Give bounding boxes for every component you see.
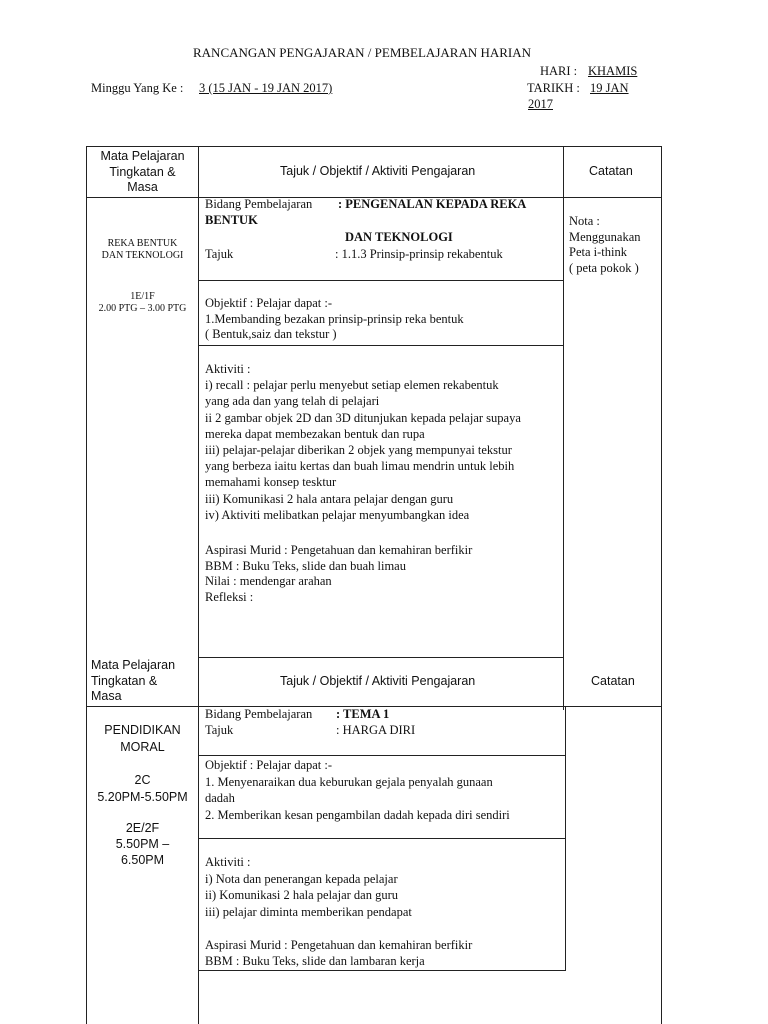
lesson1-bidang-value-3: DAN TEKNOLOGI: [345, 230, 453, 244]
lesson1-bidang-value-2: BENTUK: [205, 213, 258, 227]
tarikh-value: 19 JAN: [590, 81, 629, 95]
lesson2-aktiviti: Aktiviti : i) Nota dan penerangan kepada pelajar ii) Komunikasi 2 hala pelajar dan guru iii) pelajar diminta memberikan pendapat: [205, 855, 412, 919]
header2-col-subject: Mata Pelajaran Tingkatan & Masa: [91, 658, 176, 703]
lesson1-objektif: Objektif : Pelajar dapat :- 1.Membanding bezakan prinsip-prinsip reka bentuk ( Bentuk,saiz dan tekstur ): [205, 296, 464, 341]
lesson2-bidang-value: : TEMA 1: [336, 707, 390, 721]
lesson2-class-2c: 2C 5.20PM-5.50PM: [97, 773, 188, 804]
lesson1-class-time: 1E/1F 2.00 PTG – 3.00 PTG: [98, 291, 187, 314]
hari-value: KHAMIS: [588, 64, 638, 78]
minggu-label: Minggu Yang Ke :: [91, 81, 184, 95]
col-divider-2b: [563, 658, 564, 710]
lesson1-bidang-value: : PENGENALAN KEPADA REKA: [338, 197, 527, 211]
tarikh-label: TARIKH :: [527, 81, 580, 95]
col-divider-2: [563, 146, 564, 658]
lesson2-tajuk-value: : HARGA DIRI: [336, 723, 416, 737]
hari-label: HARI :: [540, 64, 578, 78]
header2-col-tajuk: Tajuk / Objektif / Aktiviti Pengajaran: [280, 674, 476, 688]
row-divider-aktiviti: [199, 657, 563, 658]
table-top-border: [86, 146, 662, 147]
lesson1-tajuk-label: Tajuk: [205, 247, 234, 261]
col-divider-2c: [565, 706, 566, 971]
table-border-left: [86, 146, 87, 1024]
header-col-subject: Mata Pelajaran Tingkatan & Masa: [100, 149, 185, 194]
row-divider-tajuk: [199, 280, 563, 281]
header-col-catatan: Catatan: [589, 164, 633, 178]
lesson2-class-2e2f: 2E/2F 5.50PM – 6.50PM: [115, 821, 170, 867]
row-divider-objektif2: [199, 838, 565, 839]
page-title: RANCANGAN PENGAJARAN / PEMBELAJARAN HARIAN: [193, 45, 532, 60]
lesson1-aktiviti: Aktiviti : i) recall : pelajar perlu menyebut setiap elemen rekabentuk yang ada dan yang telah di pelajari ii 2 gambar objek 2D dan 3D ditunjukan kepada pelajar supaya mereka dapat membezakan bentuk dan rupa iii) pelajar-pelajar diberikan 2 objek yang mempunyai tekstur yang berbeza iaitu kertas dan buah limau mendrin untuk lebih memahami konsep tesktur iii) Komunikasi 2 hala antara pelajar dengan guru iv) Aktiviti melibatkan pelajar menyumbangkan idea: [205, 362, 521, 522]
tarikh-year: 2017: [528, 97, 553, 111]
lesson2-objektif: Objektif : Pelajar dapat :- 1. Menyenaraikan dua keburukan gejala penyalah gunaan dadah 2. Memberikan kesan pengambilan dadah kepada diri sendiri: [205, 758, 510, 822]
row-divider-tajuk2: [199, 755, 565, 756]
lesson2-subject: PENDIDIKAN MORAL: [104, 723, 181, 754]
minggu-value: 3 (15 JAN - 19 JAN 2017): [199, 81, 333, 95]
lesson1-subject: REKA BENTUK DAN TEKNOLOGI: [101, 238, 184, 261]
row-divider-objektif: [199, 345, 563, 346]
row-divider-aktiviti2: [199, 970, 565, 971]
header-col-tajuk: Tajuk / Objektif / Aktiviti Pengajaran: [280, 164, 476, 178]
lesson1-bidang-label: Bidang Pembelajaran: [205, 197, 313, 211]
table-border-right: [661, 146, 662, 1024]
lesson1-catatan: Nota : Menggunakan Peta i-think ( peta pokok ): [569, 214, 641, 275]
lesson2-aspirasi-bbm: Aspirasi Murid : Pengetahuan dan kemahiran berfikir BBM : Buku Teks, slide dan lambaran kerja: [205, 938, 473, 968]
header2-col-catatan: Catatan: [591, 674, 635, 688]
lesson2-bidang-label: Bidang Pembelajaran: [205, 707, 313, 721]
col-divider-1: [198, 146, 199, 1024]
lesson2-tajuk-label: Tajuk: [205, 723, 234, 737]
lesson1-aspirasi-bbm: Aspirasi Murid : Pengetahuan dan kemahiran berfikir BBM : Buku Teks, slide dan buah limau Nilai : mendengar arahan Refleksi :: [205, 543, 473, 604]
lesson1-tajuk-value: : 1.1.3 Prinsip-prinsip rekabentuk: [335, 247, 503, 261]
